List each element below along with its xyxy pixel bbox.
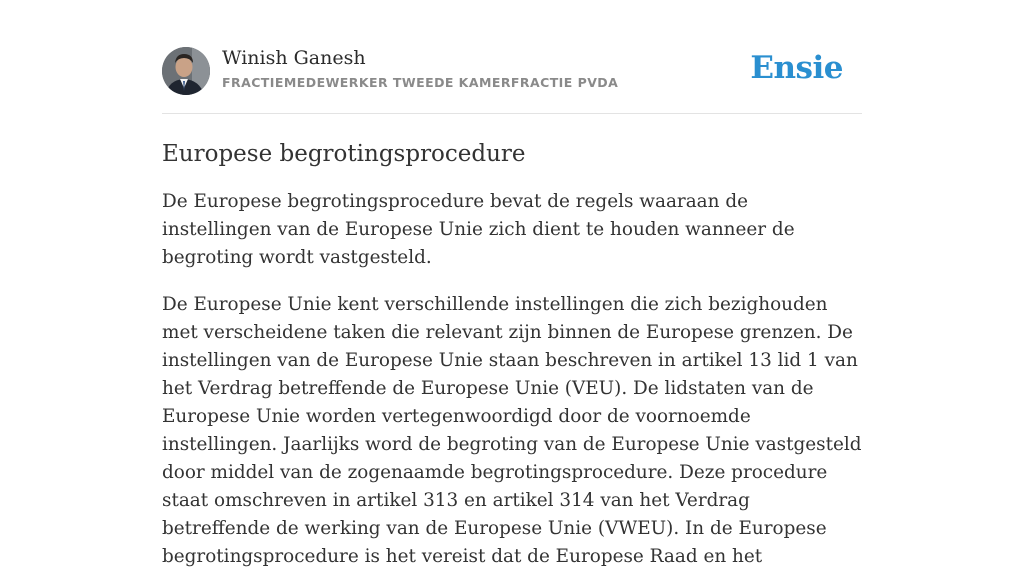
article-title: Europese begrotingsprocedure [162, 141, 526, 167]
author-role: FRACTIEMEDEWERKER TWEEDE KAMERFRACTIE PVDA [222, 75, 619, 90]
article-paragraph: De Europese begrotingsprocedure bevat de regels waaraan de instellingen van de Europese Unie zich dient te houden wanneer de begroting wordt vastgesteld. [162, 191, 795, 268]
article-card [162, 46, 862, 571]
author-header [162, 46, 862, 114]
person-photo-icon [162, 47, 210, 95]
article-paragraph: De Europese Unie kent verschillende instellingen die zich bezighouden met verscheidene taken die relevant zijn binnen de Europese grenzen. De instellingen van de Europese Unie staan beschreven in artikel 13 lid 1 van het Verdrag betreffende de Europese Unie (VEU). De lidstaten van de Europese Unie worden vertegenwoordigd door de voornoemde instellingen. Jaarlijks word de begroting van de Europese Unie vastgesteld door middel van de zogenaamde begrotingsprocedure. Deze procedure staat omschreven in artikel 313 en artikel 314 van het Verdrag betreffende de werking van de Europese Unie (VWEU). In de Europese begrotingsprocedure is het vereist dat de Europese Raad en het [162, 294, 862, 567]
brand-logo[interactable]: Ensie [750, 50, 843, 86]
author-name[interactable]: Winish Ganesh [222, 47, 366, 69]
author-avatar[interactable] [162, 47, 210, 95]
